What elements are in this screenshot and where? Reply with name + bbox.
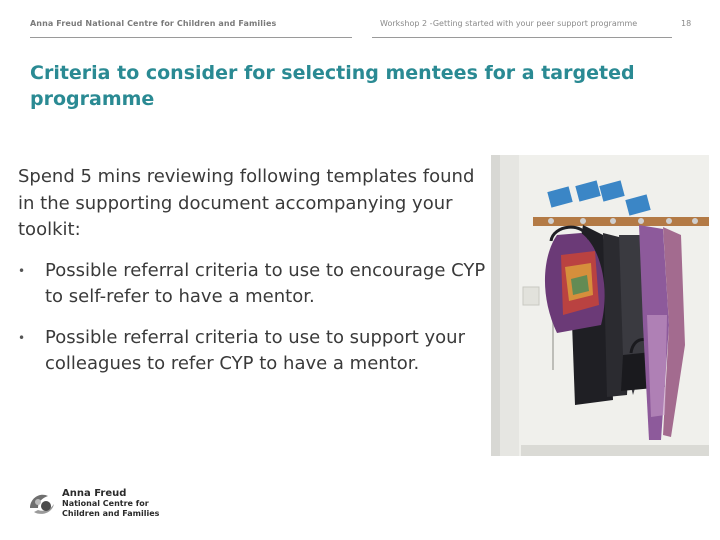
bullet-glyph: • (18, 330, 26, 345)
header-workshop: Workshop 2 -Getting started with your peer support programme (380, 19, 638, 28)
bullet-glyph: • (18, 263, 26, 278)
logo-wordmark (62, 488, 159, 518)
bullet-text: Possible referral criteria to use to encourage CYP to self-refer to have a mentor. (45, 259, 486, 307)
coat-hooks-photo (491, 155, 709, 456)
bullet-text: Possible referral criteria to use to support your colleagues to refer CYP to have a mentor. (45, 326, 465, 374)
bullet-item (18, 325, 488, 378)
logo-line-2: National Centre for (62, 499, 149, 508)
coat-hooks-illustration (491, 155, 709, 456)
anna-freud-logo-mark (26, 488, 58, 520)
logo-line-3: Children and Families (62, 508, 160, 518)
header-rule-left (30, 37, 352, 38)
logo-line-1: Anna Freud (62, 488, 127, 499)
header-rule-mid (372, 37, 672, 38)
slide-title: Criteria to consider for selecting mentees for a targeted programme (30, 62, 635, 110)
intro-paragraph: Spend 5 mins reviewing following templates found in the supporting document accompanying your toolkit: (18, 166, 475, 240)
body-text (18, 164, 488, 392)
bullet-item (18, 258, 488, 311)
anna-freud-logo (26, 488, 166, 524)
header-org: Anna Freud National Centre for Children and Families (30, 19, 277, 28)
page-number: 18 (681, 19, 692, 28)
